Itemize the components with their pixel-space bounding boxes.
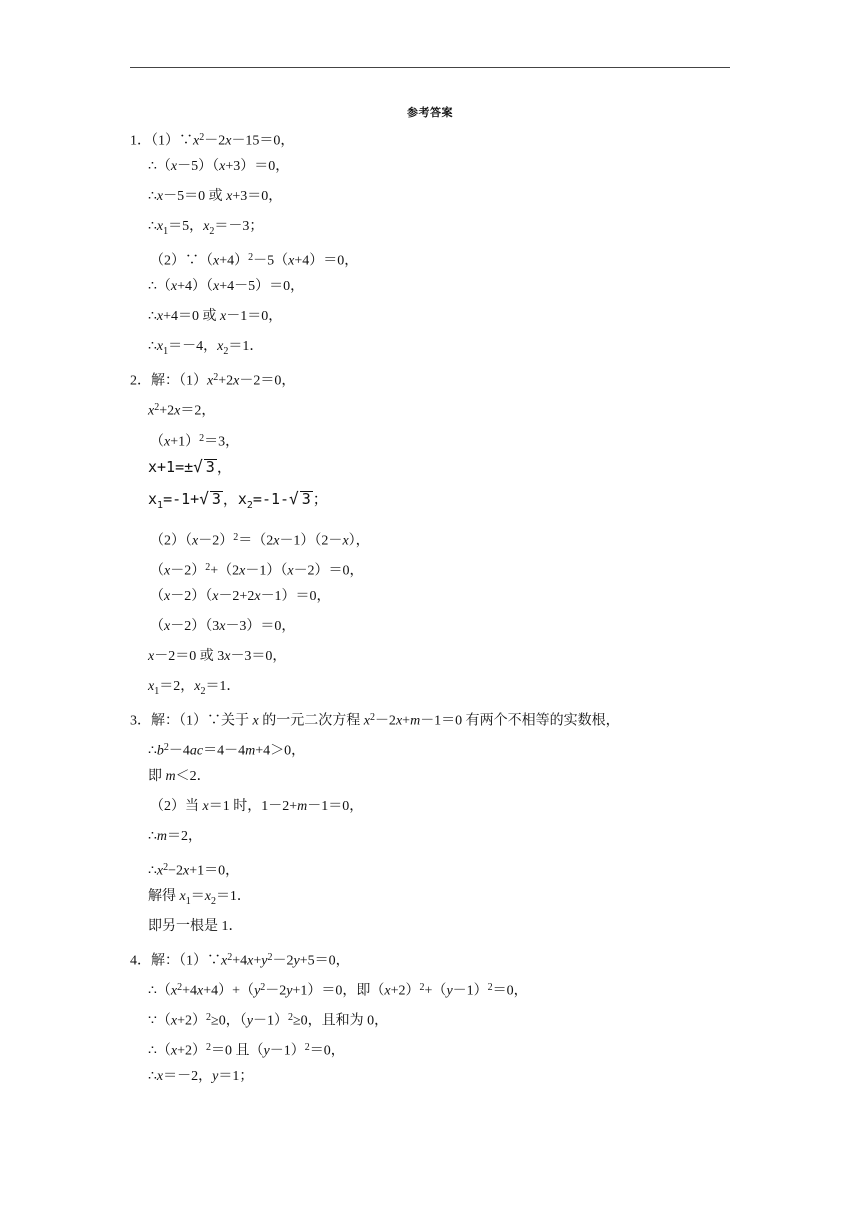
answer-line: x+1=±√ 3 ，: [148, 457, 232, 476]
answer-line: （2）当 x＝1 时，1－2+m－1＝0，: [150, 799, 364, 814]
answer-line: ∴x+4＝0 或 x－1＝0，: [148, 309, 283, 324]
answer-line: （x－2）（x－2+2x－1）＝0，: [150, 589, 331, 604]
answer-line: 4．解：$(1)\because x^2+4x+y^2-2y+5=0$，: [130, 952, 350, 969]
answer-line: $x^2+2x=2$，: [148, 402, 216, 419]
answer-line: 3．解：（1）∵关于 x 的一元二次方程 $x^2-2x+m-1=0$ 有两个不相等的实数根，: [130, 712, 620, 729]
answer-line: $\therefore x_1=5$，$x_2=-3$；: [148, 219, 264, 237]
answer-line: 即另一根是 1．: [148, 919, 243, 934]
answer-line: ∴x－5＝0 或 x+3＝0，: [148, 189, 283, 204]
answer-line: ∴（x+4）（x+4－5）＝0，: [148, 279, 305, 294]
answer-line: 1．$(1)\because x^2-2x-15=0$，: [130, 132, 295, 149]
answer-line: 解得 $x_1=x_2=1$．: [148, 889, 251, 907]
answer-line: $\therefore b^2-4ac=4-4m+4>0$，: [148, 742, 306, 759]
answer-line: $\therefore(x+2)^2=0$ 且$(y-1)^2=0$，: [148, 1042, 345, 1059]
answer-line: $\therefore x_1=-4$，$x_2=1$．: [148, 339, 264, 357]
answer-line: $\therefore x^2-2x+1=0$，: [148, 862, 240, 879]
page-title: 参考答案: [407, 107, 453, 119]
answer-line: $(2)\because(x+4)^2-5(x+4)=0$，: [150, 252, 359, 269]
answer-line: 即 m＜2．: [148, 769, 211, 784]
answer-line: $x_1=-1+√$ 3 ，$x_2=-1-√$ 3 ；: [148, 489, 328, 511]
answer-line: ∴（x－5）（x+3）＝0，: [148, 159, 290, 174]
answer-line: x－2＝0 或 3x－3＝0，: [148, 649, 287, 664]
answer-line: $\because(x+2)^2\ge 0$，$(y-1)^2\ge 0$，且和为 0，: [148, 1012, 389, 1029]
answer-line: （x－2）（3x－3）＝0，: [150, 619, 296, 634]
answer-line: $(x-2)^2+(2x-1)(x-2)=0$，: [150, 562, 364, 579]
header-rule: [130, 67, 730, 68]
answer-line: $\therefore(x^2+4x+4)+(y^2-2y+1)=0$，即$(x+2)^2+(y-1)^2=0$，: [148, 982, 528, 999]
answer-line: ∴x＝－2，y＝1；: [148, 1069, 254, 1084]
answer-line: $(x+1)^2=3$，: [150, 433, 240, 450]
answer-line: $x_1=2$，$x_2=1$．: [148, 679, 241, 697]
answer-line: $(2)(x-2)^2=(2x-1)(2-x)$，: [150, 532, 370, 549]
answer-line: 2．解：$(1)x^2+2x-2=0$，: [130, 372, 296, 389]
answer-line: ∴m＝2，: [148, 829, 203, 844]
